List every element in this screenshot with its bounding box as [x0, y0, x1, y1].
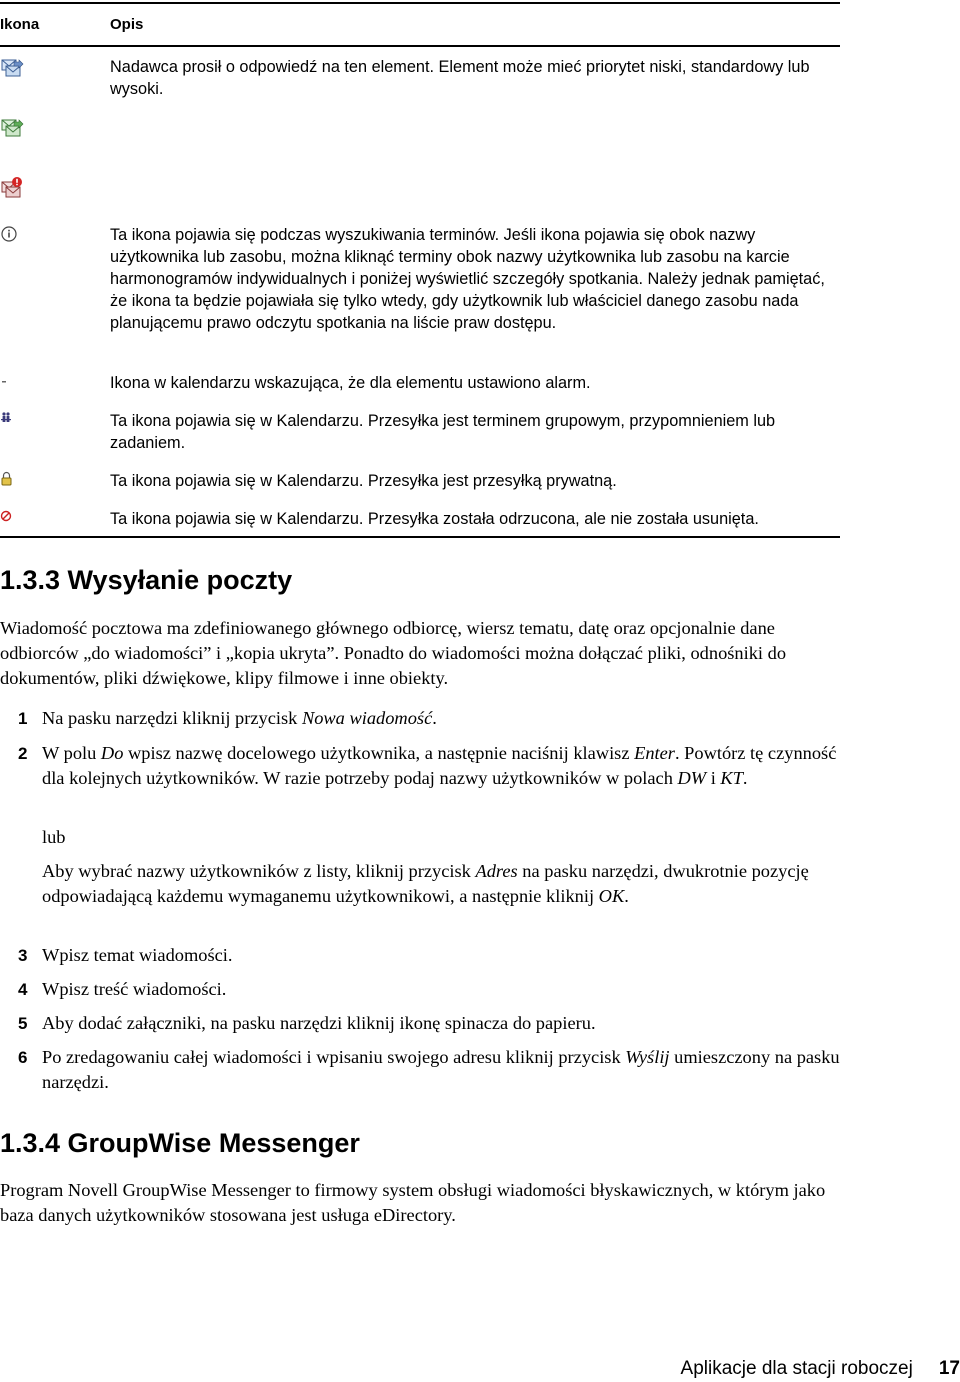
step-text: Aby wybrać nazwy użytkowników z listy, kliknij przycisk Adres na pasku narzędzi, dwukrotnie pozycję odpowiadającą każdemu wymaganemu użytkownikowi, a następnie kliknij OK. [42, 861, 809, 906]
reply-requested-high-icon [0, 176, 24, 196]
step-text: Aby dodać załączniki, na pasku narzędzi kliknij ikonę spinacza do papieru. [42, 1013, 596, 1033]
page-footer [681, 1358, 960, 1380]
step-text: Wpisz treść wiadomości. [42, 979, 227, 999]
footer-title: Aplikacje dla stacji roboczej [680, 1358, 913, 1379]
declined-icon [0, 508, 24, 528]
step-number: 4 [18, 980, 28, 999]
row-description: Ta ikona pojawia się w Kalendarzu. Przesyłka została odrzucona, ale nie została usunięta. [110, 510, 759, 528]
private-lock-icon [0, 470, 24, 490]
step-number: 3 [18, 946, 28, 965]
table-bottom-rule [0, 536, 840, 538]
step-text: W polu Do wpisz nazwę docelowego użytkownika, a następnie naciśnij klawisz Enter. Powtórz tę czynność dla kolejnych użytkowników. W razie potrzeby podaj nazwy użytkowników w polach DW i KT. [42, 743, 837, 788]
row-description: Ta ikona pojawia się w Kalendarzu. Przesyłka jest terminem grupowym, przypomnieniem lub zadaniem. [110, 412, 776, 452]
reply-requested-standard-icon [0, 116, 24, 136]
table-header-icon: Ikona [0, 16, 40, 33]
step-text: Wpisz temat wiadomości. [42, 945, 233, 965]
row-description: Ta ikona pojawia się podczas wyszukiwania terminów. Jeśli ikona pojawia się obok nazwy użytkownika lub zasobu, można kliknąć terminy obok nazwy użytkownika lub zasobu na karcie harmonogramów indywidualnych i poniżej wyświetlić szczegóły spotkania. Należy jednak pamiętać, że ikona ta będzie pojawiała się tylko wtedy, gdy użytkownik lub właściciel danego zasobu nada planującemu prawo odczytu spotkania na liście praw dostępu. [110, 226, 825, 332]
row-description: Nadawca prosił o odpowiedź na ten element. Element może mieć priorytet niski, standardowy lub wysoki. [110, 58, 810, 98]
section-heading-wysylanie-poczty: 1.3.3 Wysyłanie poczty [0, 565, 293, 595]
step-text: Na pasku narzędzi kliknij przycisk Nowa wiadomość. [42, 708, 437, 728]
section-heading-groupwise-messenger: 1.3.4 GroupWise Messenger [0, 1128, 360, 1158]
section-intro-paragraph: Program Novell GroupWise Messenger to firmowy system obsługi wiadomości błyskawicznych, w którym jako baza danych użytkowników stosowana jest usługa eDirectory. [0, 1180, 826, 1225]
info-circle-icon [0, 224, 24, 244]
row-description: Ta ikona pojawia się w Kalendarzu. Przesyłka jest przesyłką prywatną. [110, 472, 617, 490]
row-description: Ikona w kalendarzu wskazująca, że dla elementu ustawiono alarm. [110, 374, 591, 392]
alarm-icon [0, 372, 24, 392]
step-text: Po zredagowaniu całej wiadomości i wpisaniu swojego adresu kliknij przycisk Wyślij umieszczony na pasku narzędzi. [42, 1047, 840, 1092]
step-number: 6 [18, 1048, 28, 1067]
step-or-text: lub [42, 827, 66, 847]
group-item-icon [0, 410, 24, 430]
section-intro-paragraph: Wiadomość pocztowa ma zdefiniowanego głównego odbiorcę, wiersz tematu, datę oraz opcjonalnie dane odbiorców „do wiadomości” i „kopia ukryta”. Ponadto do wiadomości można dołączać pliki, odnośniki do dokumentów, pliki dźwiękowe, klipy filmowe i inne obiekty. [0, 618, 787, 688]
step-number: 1 [18, 709, 28, 728]
table-header-rule [0, 45, 840, 47]
page-number: 17 [938, 1358, 960, 1379]
step-number: 5 [18, 1014, 28, 1033]
step-number: 2 [18, 744, 28, 763]
table-header-desc: Opis [110, 16, 144, 33]
reply-requested-low-icon [0, 56, 24, 76]
table-top-rule [0, 2, 840, 4]
